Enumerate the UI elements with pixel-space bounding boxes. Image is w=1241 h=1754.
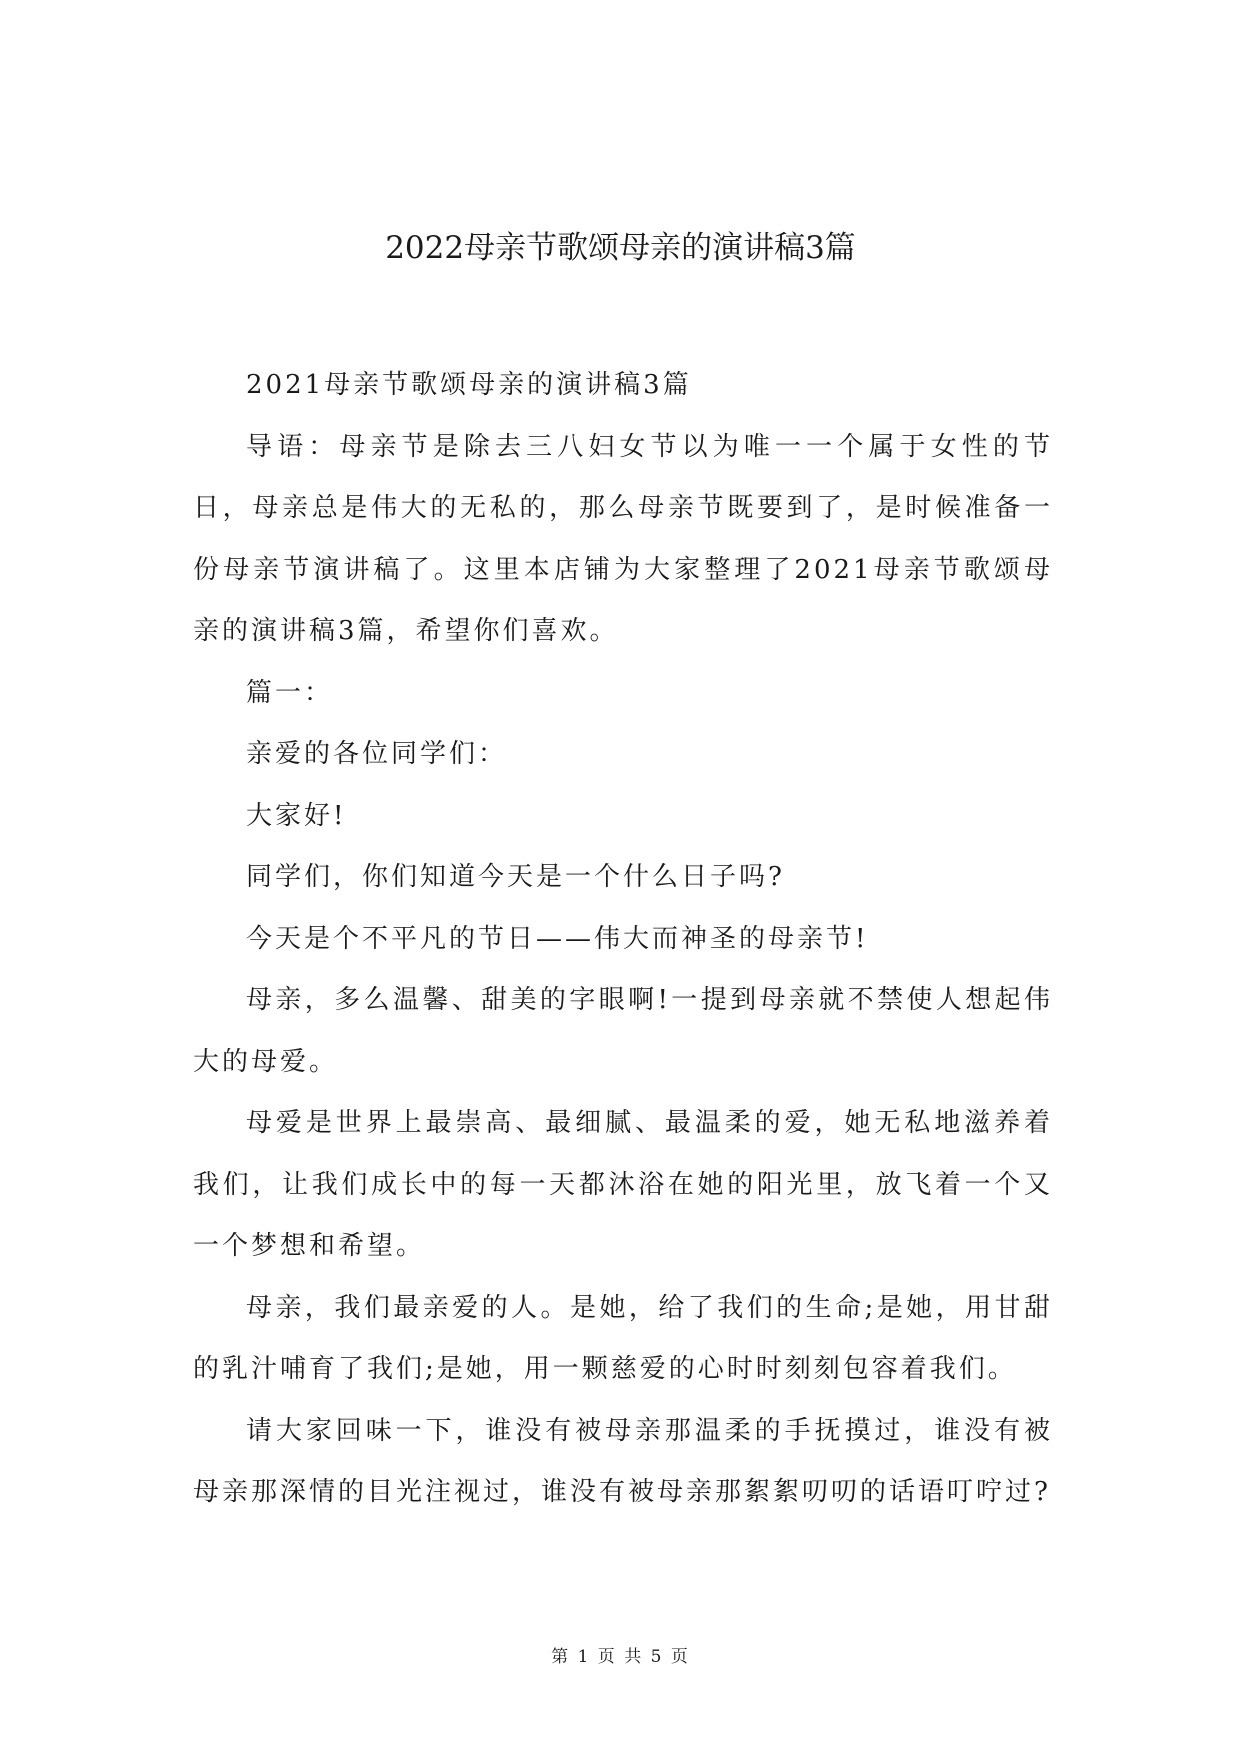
- document-title: 2022母亲节歌颂母亲的演讲稿3篇: [385, 230, 856, 266]
- page-footer: 第 1 页 共 5 页: [551, 1647, 690, 1667]
- paragraph-recall: 请大家回味一下，谁没有被母亲那温柔的手抚摸过，谁没有被母亲那深情的目光注视过，谁没有被母亲那絮絮叨叨的话语叮咛过?: [193, 1415, 1053, 1507]
- paragraph-greeting: 大家好!: [246, 800, 347, 831]
- paragraph-part-one-heading: 篇一：: [246, 677, 334, 708]
- paragraph-mother-word: 母亲，多么温馨、甜美的字眼啊!一提到母亲就不禁使人想起伟大的母爱。: [193, 985, 1053, 1077]
- paragraph-mothers-day: 今天是个不平凡的节日——伟大而神圣的母亲节!: [246, 923, 869, 954]
- document-body: [193, 355, 1053, 1524]
- paragraph-subtitle: 2021母亲节歌颂母亲的演讲稿3篇: [246, 370, 692, 400]
- paragraph-salutation: 亲爱的各位同学们：: [246, 739, 508, 769]
- paragraph-dearest: 母亲，我们最亲爱的人。是她，给了我们的生命;是她，用甘甜的乳汁哺育了我们;是她，用一颗慈爱的心时时刻刻包容着我们。: [193, 1292, 1053, 1384]
- paragraph-question: 同学们，你们知道今天是一个什么日子吗?: [246, 862, 785, 892]
- paragraph-mother-love: 母爱是世界上最崇高、最细腻、最温柔的爱，她无私地滋养着我们，让我们成长中的每一天都沐浴在她的阳光里，放飞着一个又一个梦想和希望。: [193, 1108, 1053, 1261]
- paragraph-intro: 导语：母亲节是除去三八妇女节以为唯一一个属于女性的节日，母亲总是伟大的无私的，那么母亲节既要到了，是时候准备一份母亲节演讲稿了。这里本店铺为大家整理了2021母亲节歌颂母亲的演讲稿3篇，希望你们喜欢。: [193, 431, 1053, 646]
